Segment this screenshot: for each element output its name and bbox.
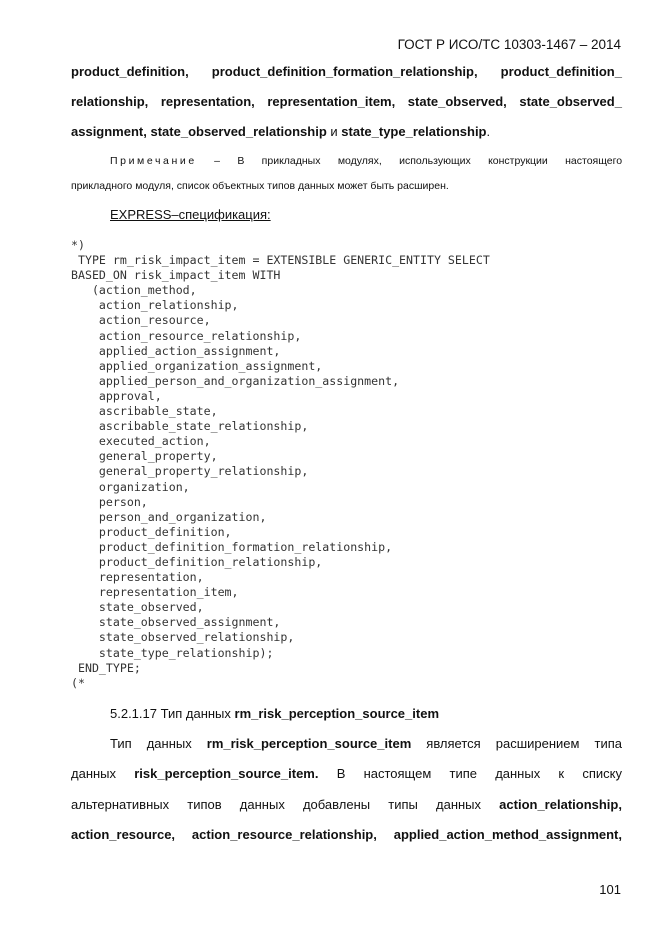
express-code-block: *) TYPE rm_risk_impact_item = EXTENSIBLE GENERIC_ENTITY SELECT BASED_ON risk_impact_item WITH (action_method, action_relationship, action_resource, action_resource_relationship, applied_action_assignment, applied_organization_assignment, applied_person_and_organization_assignment, approval, ascribable_state, ascribable_state_relationship, executed_action, general_property, general_property_relationship, organization, person, person_and_organization, product_definition, product_definition_formation_relationship, product_definition_relationship, representation, representation_item, state_observed, state_observed_assignment, state_observed_relationship, state_type_relationship); END_TYPE; (* bbox=[71, 238, 490, 690]
body-type-name: applied_action_method_assignment, bbox=[393, 827, 622, 842]
body-word: Тип bbox=[110, 736, 132, 751]
body-word: добавлены bbox=[302, 797, 371, 812]
body-word: к bbox=[558, 766, 565, 781]
entity-name: representation_item, bbox=[267, 94, 396, 109]
body-word: В bbox=[336, 766, 346, 781]
body-line-3 bbox=[71, 797, 622, 812]
body-word: данных bbox=[239, 797, 285, 812]
document-header: ГОСТ Р ИСО/ТС 10303-1467 – 2014 bbox=[397, 37, 621, 52]
page-number: 101 bbox=[599, 882, 621, 897]
body-line-4 bbox=[71, 827, 622, 842]
body-word: данных bbox=[146, 736, 192, 751]
entity-name: state_observed, bbox=[407, 94, 507, 109]
section-heading-type-name: rm_risk_perception_source_item bbox=[234, 706, 439, 721]
entity-name: relationship, bbox=[71, 94, 149, 109]
section-heading bbox=[110, 706, 439, 721]
note-word: настоящего bbox=[565, 155, 623, 167]
intro-line-3 bbox=[71, 124, 490, 139]
entity-name: state_observed_ bbox=[519, 94, 622, 109]
body-word: является bbox=[426, 736, 481, 751]
entity-name: representation, bbox=[160, 94, 255, 109]
body-word: типы bbox=[388, 797, 418, 812]
body-line-2 bbox=[71, 766, 622, 781]
note-line-1 bbox=[110, 155, 622, 167]
body-word: настоящем bbox=[363, 766, 432, 781]
note-dash: – bbox=[214, 155, 220, 167]
body-word: данных bbox=[495, 766, 541, 781]
entity-name: state_observed_relationship bbox=[150, 124, 327, 139]
conjunction: и bbox=[326, 124, 342, 139]
body-type-name: risk_perception_source_item. bbox=[134, 766, 319, 781]
entity-name: state_type_relationship bbox=[341, 124, 487, 139]
body-type-name: action_relationship, bbox=[499, 797, 622, 812]
body-word: типе bbox=[449, 766, 477, 781]
entity-name: product_definition_ bbox=[500, 64, 622, 79]
note-word: В bbox=[237, 155, 245, 167]
note-label: Примечание bbox=[110, 155, 197, 167]
body-word: типов bbox=[187, 797, 222, 812]
body-word: альтернативных bbox=[71, 797, 170, 812]
express-specification-heading: EXPRESS–спецификация: bbox=[110, 207, 271, 222]
note-word: прикладных bbox=[261, 155, 321, 167]
body-word: данных bbox=[71, 766, 117, 781]
body-type-name: action_resource, bbox=[71, 827, 176, 842]
note-line-2: прикладного модуля, список объектных типов данных может быть расширен. bbox=[71, 180, 449, 192]
intro-line-1 bbox=[71, 64, 622, 79]
body-word: типа bbox=[594, 736, 622, 751]
body-type-name: rm_risk_perception_source_item bbox=[206, 736, 412, 751]
body-line-1 bbox=[110, 736, 622, 751]
note-word: использующих bbox=[399, 155, 471, 167]
note-word: модулях, bbox=[337, 155, 382, 167]
body-word: списку bbox=[582, 766, 622, 781]
period: . bbox=[486, 124, 491, 139]
section-heading-prefix: 5.2.1.17 Тип данных bbox=[110, 706, 235, 721]
body-word: данных bbox=[436, 797, 482, 812]
intro-line-2 bbox=[71, 94, 622, 109]
entity-name: product_definition, bbox=[71, 64, 189, 79]
body-word: расширением bbox=[495, 736, 580, 751]
note-word: конструкции bbox=[488, 155, 548, 167]
entity-name: assignment, bbox=[71, 124, 147, 139]
entity-name: product_definition_formation_relationship, bbox=[211, 64, 478, 79]
body-type-name: action_resource_relationship, bbox=[191, 827, 377, 842]
